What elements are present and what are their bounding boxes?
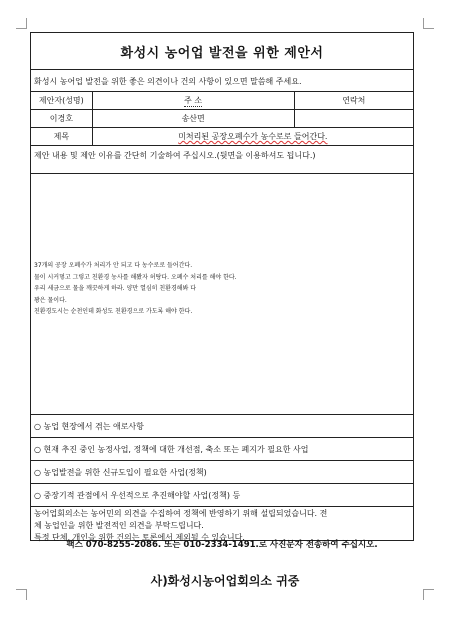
contact-label: 연락처 [342,96,366,105]
notice-text [31,507,413,542]
subject-value-text: 미처리된 공장오폐수가 농수로로 들어간다. [178,132,328,141]
content-line: 친환경도시는 순천인데 화성도 친환경으로 가도록 해야 한다. [34,308,193,315]
crop-mark-top-right [423,18,434,29]
notice-line: 특정 단체, 개인을 위한 건의는 토론에서 제외될 수 있습니다. [34,533,245,542]
subject-value[interactable] [93,128,413,145]
address-value[interactable]: 송산면 [93,110,295,127]
form-title: 화성시 농어업 발전을 위한 제안서 [31,33,413,70]
info-header-row [31,92,413,110]
proposer-name[interactable]: 이경호 [31,110,93,127]
contact-value[interactable] [295,110,413,127]
subject-row [31,128,413,146]
proposer-label: 제안자(성명) [31,92,93,109]
address-label-text: 주 소 [184,95,203,105]
crop-mark-bottom-right [423,589,434,600]
subject-label: 제목 [31,128,93,145]
content-line: 우리 세금으로 물을 깨끗하게 하라. 양만 열심히 친환경해봐 다 [34,285,197,292]
content-line: 꽝은 물이다. [34,296,67,304]
notice-line: 농어업회의소는 농어민의 의견을 수집하여 정책에 반영하기 위해 설립되었습니다. 전 [34,509,328,518]
proposal-content-area[interactable] [31,174,413,415]
content-line: 물이 시커멓고 그렇고 친환경 농사를 해봤자 허탕다. 오폐수 처리를 해야 한다. [34,273,237,281]
content-line: 37개의 공장 오폐수가 처리가 안 되고 다 농수로로 들어간다. [34,262,193,269]
form-intro: 화성시 농어업 발전을 위한 좋은 의견이나 건의 사항이 있으면 말씀해 주세요. [31,70,413,92]
fax-contact-text: 팩스 070-8255-2086. 또는 010-2334-1491.로 사진문자 전송하여 주십시오. [66,540,378,550]
instruction-text: 제안 내용 및 제안 이유를 간단히 기술하여 주십시오.(뒷면을 이용하셔도 됩니다.) [31,146,413,174]
question-item: ○ 현재 추진 중인 농정사업, 정책에 대한 개선점, 축소 또는 폐지가 필요한 사업 [31,438,413,461]
question-item: ○ 농업발전을 위한 신규도입이 필요한 사업(정책) [31,461,413,484]
notice-line: 체 농업인을 위한 발전적인 의견을 부탁드립니다. [34,521,204,530]
recipient-organization: 사)화성시농어업회의소 귀중 [150,574,300,588]
question-item: ○ 농업 현장에서 겪는 애로사항 [31,415,413,438]
proposal-form [30,32,414,541]
crop-mark-top-left [16,18,27,29]
question-item: ○ 중장기적 관점에서 우선적으로 추진해야할 사업(정책) 등 [31,484,413,507]
address-label [93,92,295,109]
crop-mark-bottom-left [16,589,27,600]
info-value-row [31,110,413,128]
